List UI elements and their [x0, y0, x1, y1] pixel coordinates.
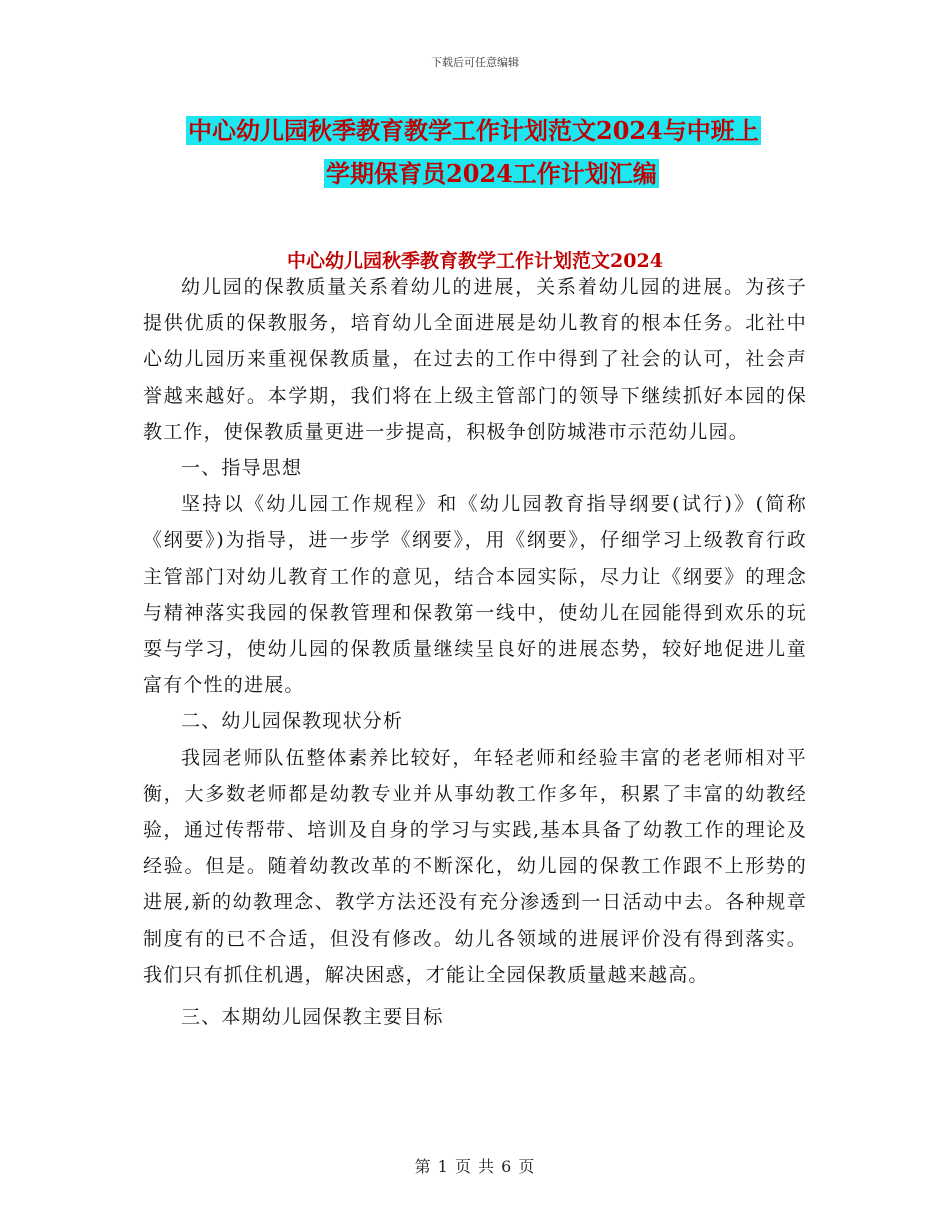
section-title: 中心幼儿园秋季教育教学工作计划范文2024: [287, 250, 663, 272]
document-title-line-2-text: 学期保育员2024工作计划汇编: [326, 159, 657, 188]
document-body: [143, 269, 807, 1035]
page-footer: 第 1 页 共 6 页: [414, 1157, 536, 1176]
document-title-line-2: [324, 157, 950, 191]
document-title-line-1-text: 中心幼儿园秋季教育教学工作计划范文2024与中班上: [188, 116, 759, 145]
heading-status-analysis: 二、幼儿园保教现状分析: [181, 710, 404, 733]
paragraph-intro: 幼儿园的保教质量关系着幼儿的进展，关系着幼儿园的进展。为孩子提供优质的保教服务，培育幼儿全面进展是幼儿教育的根本任务。北社中心幼儿园历来重视保教质量，在过去的工作中得到了社会的认可，社会声誉越来越好。本学期，我们将在上级主管部门的领导下继续抓好本园的保教工作，使保教质量更进一步提高，积极争创防城港市示范幼儿园。: [143, 276, 807, 443]
paragraph-status-analysis: 我园老师队伍整体素养比较好，年轻老师和经验丰富的老老师相对平衡，大多数老师都是幼教专业并从事幼教工作多年，积累了丰富的幼教经验，通过传帮带、培训及自身的学习与实践,基本具备了幼教工作的理论及经验。但是。随着幼教改革的不断深化，幼儿园的保教工作跟不上形势的进展,新的幼教理念、教学方法还没有充分渗透到一日活动中去。各种规章制度有的已不合适，但没有修改。幼儿各领域的进展评价没有得到落实。我们只有抓住机遇，解决困惑，才能让全园保教质量越来越高。: [143, 746, 807, 986]
document-title-line-1: [186, 114, 826, 148]
header-note: 下载后可任意编辑: [431, 56, 519, 69]
paragraph-guiding-ideology: 坚持以《幼儿园工作规程》和《幼儿园教育指导纲要(试行)》(简称《纲要》)为指导，进一步学《纲要》，用《纲要》，仔细学习上级教育行政主管部门对幼儿教育工作的意见，结合本园实际，尽力让《纲要》的理念与精神落实我园的保教管理和保教第一线中，使幼儿在园能得到欢乐的玩耍与学习，使幼儿园的保教质量继续呈良好的进展态势，较好地促进儿童富有个性的进展。: [143, 493, 807, 697]
heading-guiding-ideology: 一、指导思想: [181, 457, 303, 480]
heading-main-goals: 三、本期幼儿园保教主要目标: [181, 1006, 444, 1029]
